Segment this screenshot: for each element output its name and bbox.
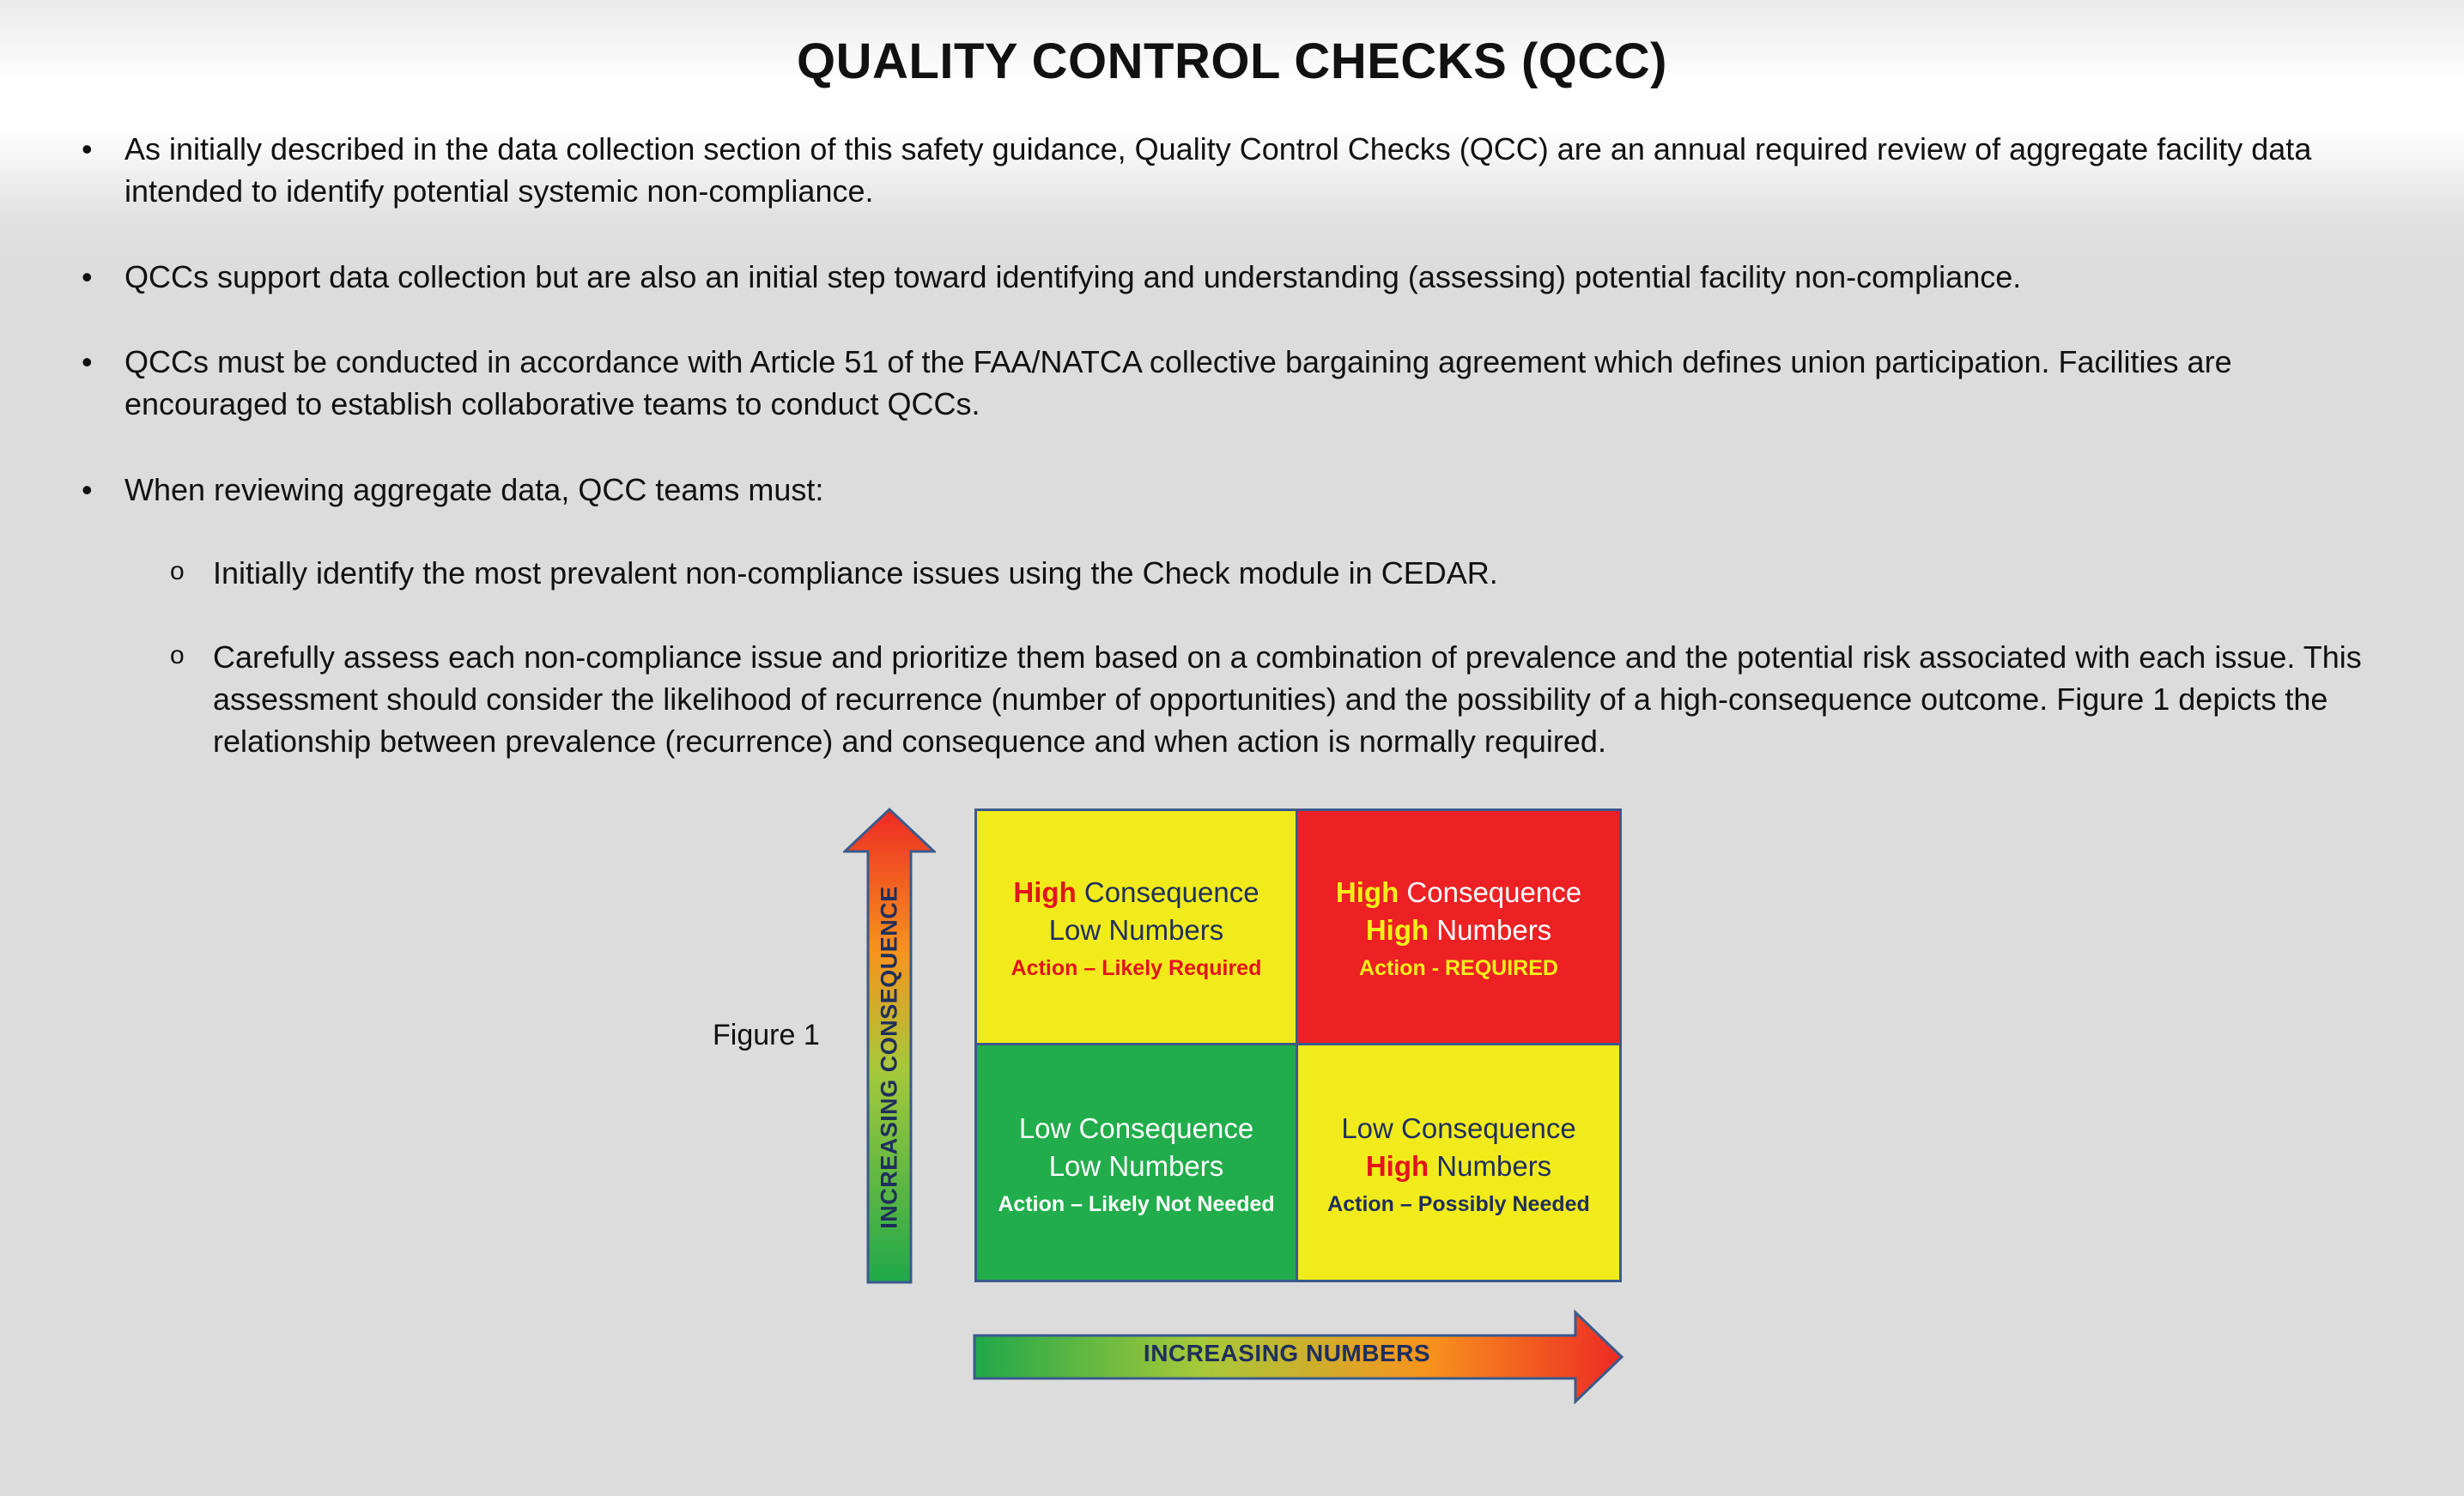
cell-line-2-rest: Numbers <box>1429 1149 1552 1182</box>
cell-line-1 <box>1341 1110 1575 1148</box>
cell-line-2-rest: Low Numbers <box>1048 1149 1224 1182</box>
cell-line-1-rest: Consequence <box>1399 876 1582 908</box>
cell-line-1-rest: Low Consequence <box>1341 1111 1576 1144</box>
cell-line-2-rest: Low Numbers <box>1048 914 1224 946</box>
cell-action: Action - REQUIRED <box>1359 956 1558 980</box>
risk-matrix <box>974 809 1622 1282</box>
y-axis-label: INCREASING CONSEQUENCE <box>876 886 902 1229</box>
x-axis-label: INCREASING NUMBERS <box>1143 1340 1431 1366</box>
bullet-item: • QCCs support data collection but are also an initial step toward identifying and understanding (assessing) potential facility non-compliance. <box>124 256 2391 298</box>
bullet-item: • As initially described in the data collection section of this safety guidance, Quality Control Checks (QCC) are an annual required review of aggregate facility data intended to identify potential systemic non-compliance. <box>124 128 2391 212</box>
cell-line-1-rest: Low Consequence <box>1018 1111 1254 1144</box>
cell-line-2-strong: High <box>1365 1149 1429 1182</box>
figure-label: Figure 1 <box>713 1019 820 1051</box>
page-title: QUALITY CONTROL CHECKS (QCC) <box>797 33 1667 89</box>
cell-line-2-rest: Numbers <box>1429 914 1552 946</box>
bullet-item: • QCCs must be conducted in accordance with Article 51 of the FAA/NATCA collective bargaining agreement which defines union participation. Facilities are encouraged to establish collaborative teams to conduct QCCs. <box>124 341 2391 425</box>
cell-action: Action – Likely Not Needed <box>998 1191 1275 1216</box>
cell-line-2 <box>1366 1148 1551 1185</box>
cell-low-consequence-low-numbers <box>977 1045 1298 1280</box>
cell-line-1 <box>1019 1110 1253 1148</box>
cell-line-2 <box>1366 912 1551 949</box>
cell-line-1 <box>1013 874 1259 912</box>
cell-line-1-strong: High <box>1013 876 1077 908</box>
cell-line-1-rest: Consequence <box>1076 876 1259 908</box>
cell-line-2 <box>1049 912 1224 949</box>
cell-action: Action – Likely Required <box>1010 956 1262 980</box>
cell-line-2-strong: High <box>1365 914 1429 946</box>
cell-low-consequence-high-numbers <box>1298 1045 1619 1280</box>
bullet-item: • When reviewing aggregate data, QCC teams must: <box>124 469 2391 511</box>
sub-bullet-item: o Initially identify the most prevalent non-compliance issues using the Check module in CEDAR. <box>213 552 2394 594</box>
cell-line-2 <box>1049 1148 1224 1185</box>
cell-high-consequence-high-numbers <box>1298 811 1619 1045</box>
sub-bullet-item: o Carefully assess each non-compliance issue and prioritize them based on a combination of prevalence and the potential risk associated with each issue. This assessment should consider the likelihood of recurrence (number of opportunities) and the possibility of a high-consequence outcome. Figure 1 depicts the relationship between prevalence (recurrence) and consequence and when action is normally required. <box>213 636 2394 762</box>
cell-line-1 <box>1336 874 1581 912</box>
cell-action: Action – Possibly Needed <box>1327 1191 1590 1216</box>
cell-high-consequence-low-numbers <box>977 811 1298 1045</box>
cell-line-1-strong: High <box>1335 876 1399 908</box>
